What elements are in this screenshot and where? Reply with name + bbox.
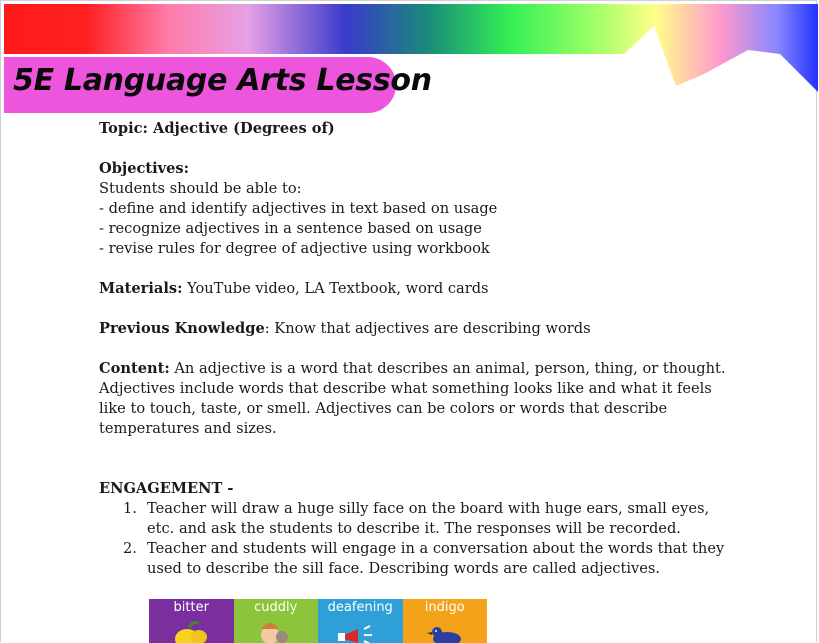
word-card-bitter (149, 599, 234, 643)
objectives-intro: Students should be able to: (99, 180, 302, 197)
objectives-heading: Objectives: (99, 160, 190, 177)
content-label: Content: (99, 360, 170, 377)
previous-knowledge-line (99, 319, 729, 339)
word-cards-image (149, 599, 487, 643)
engagement-heading: ENGAGEMENT - (99, 480, 234, 497)
lesson-body (99, 119, 729, 579)
page-title: 5E Language Arts Lesson (13, 63, 432, 98)
topic-label: Topic: Adjective (Degrees of) (99, 120, 335, 137)
engagement-step: Teacher will draw a huge silly face on the board with huge ears, small eyes, etc. and ask the students to describe it. The responses will be recorded. (147, 500, 710, 537)
word-card-deafening (318, 599, 403, 643)
materials-line (99, 279, 729, 299)
card-word: indigo (424, 600, 465, 615)
content-paragraph (99, 359, 729, 439)
objective-item: - define and identify adjectives in text based on usage (99, 200, 498, 217)
content-text: An adjective is a word that describes an animal, person, thing, or thought. Adjectives include words that describe what something looks like and what it feels like to touch, taste, or smell. Adjectives can be colors or words that describe temperatures and sizes. (99, 360, 726, 437)
materials-text: YouTube video, LA Textbook, word cards (182, 280, 489, 297)
card-word: cuddly (254, 600, 298, 615)
objective-item: - recognize adjectives in a sentence based on usage (99, 220, 482, 237)
engagement-steps (99, 499, 729, 579)
materials-label: Materials: (99, 280, 183, 297)
word-card-indigo (403, 599, 488, 643)
objective-item: - revise rules for degree of adjective using workbook (99, 240, 490, 257)
card-word: bitter (173, 600, 209, 615)
previous-knowledge-label: Previous Knowledge (99, 320, 265, 337)
word-card-cuddly (234, 599, 319, 643)
card-word: deafening (327, 600, 393, 615)
previous-knowledge-text: : Know that adjectives are describing words (264, 320, 591, 337)
engagement-step: Teacher and students will engage in a conversation about the words that they used to describe the sill face. Describing words are called adjectives. (147, 540, 725, 577)
topic-line (99, 119, 729, 139)
